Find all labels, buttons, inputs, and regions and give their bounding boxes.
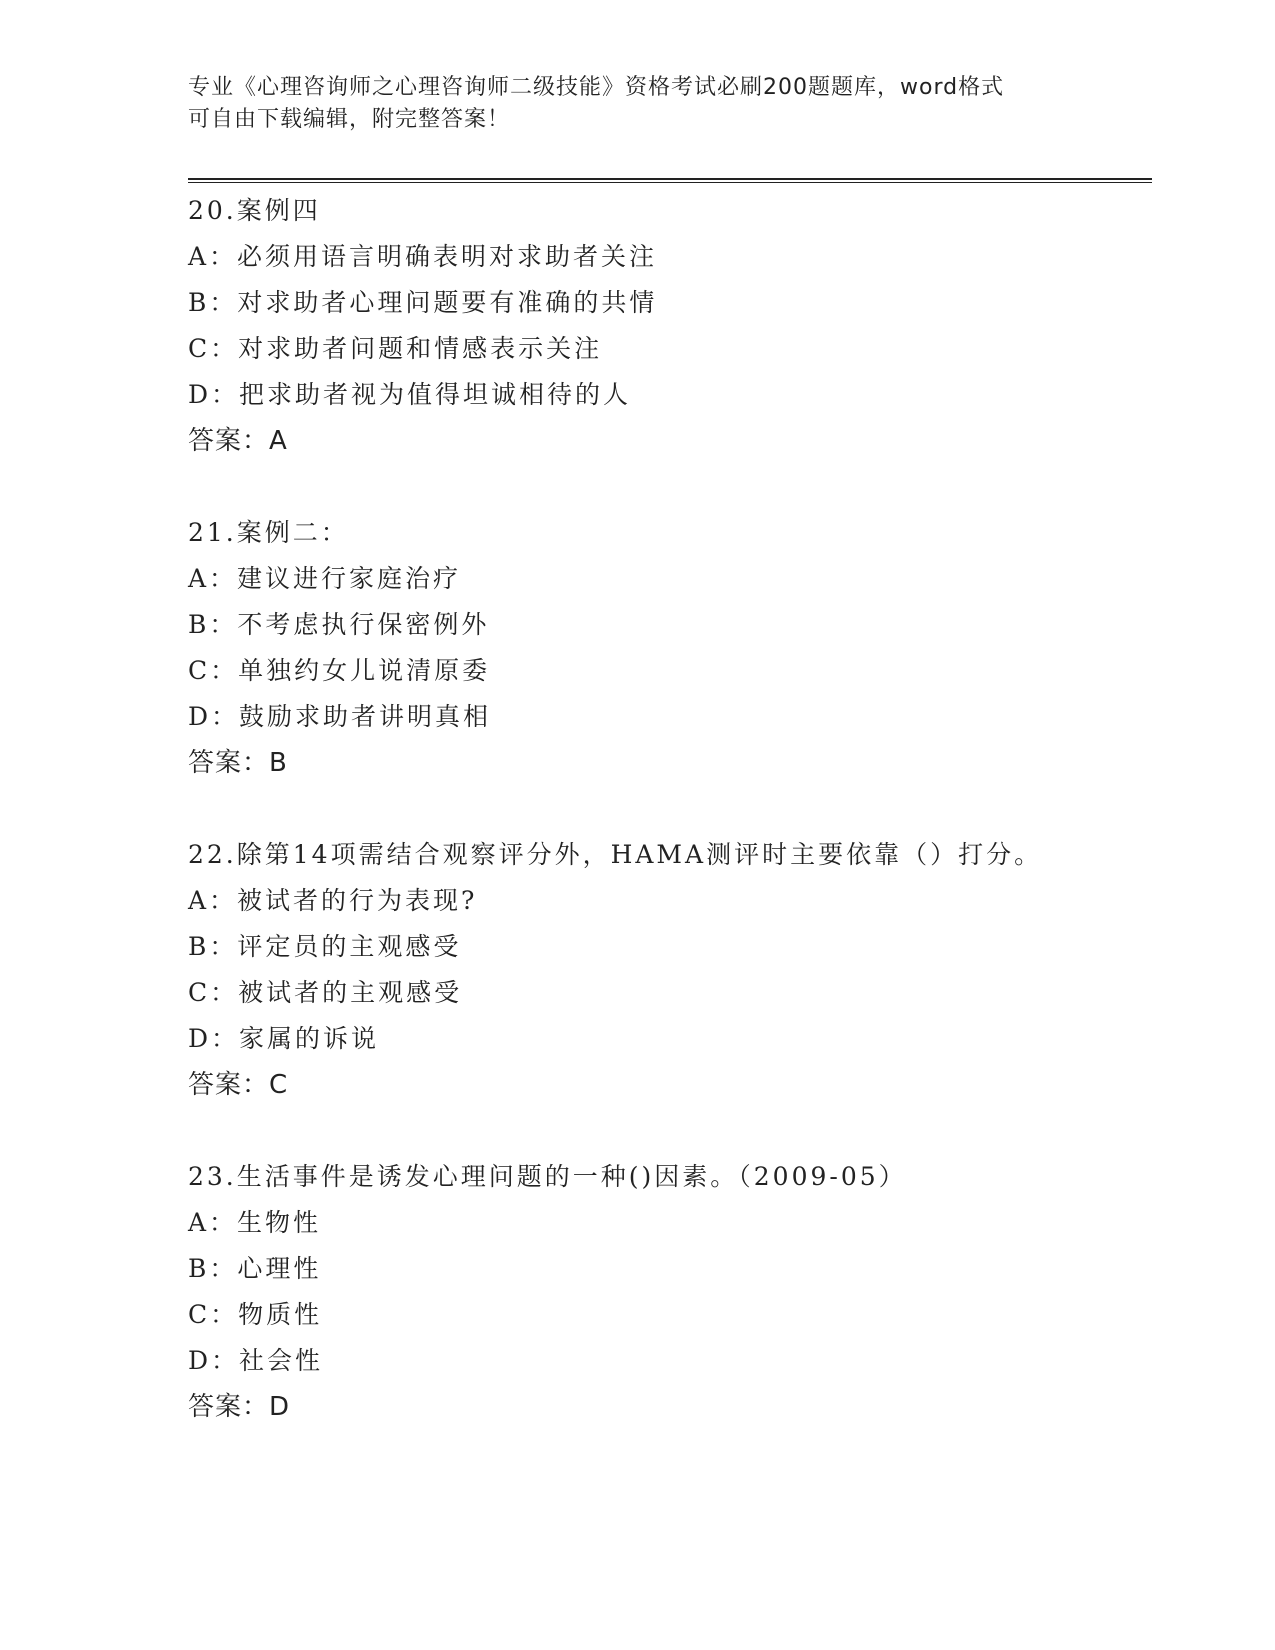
question-23 — [188, 1154, 1148, 1430]
option-b: B：评定员的主观感受 — [188, 932, 462, 961]
answer-label: 答案：A — [188, 426, 288, 456]
option-d: D：家属的诉说 — [188, 1024, 380, 1053]
answer-label: 答案：D — [188, 1392, 291, 1422]
option-d: D：社会性 — [188, 1346, 324, 1375]
question-stem: 20.案例四 — [188, 196, 321, 225]
question-stem: 21.案例二： — [188, 518, 349, 547]
option-c: C：对求助者问题和情感表示关注 — [188, 334, 603, 363]
question-22 — [188, 832, 1148, 1108]
option-c: C：单独约女儿说清原委 — [188, 656, 491, 685]
header-line-2: 可自由下载编辑，附完整答案！ — [188, 107, 511, 132]
option-a: A：必须用语言明确表明对求助者关注 — [188, 242, 658, 271]
question-list — [188, 188, 1148, 1476]
option-b: B：不考虑执行保密例外 — [188, 610, 490, 639]
answer-label: 答案：C — [188, 1070, 289, 1100]
header-divider — [188, 178, 1152, 183]
question-stem: 23.生活事件是诱发心理问题的一种()因素。（2009-05） — [188, 1162, 907, 1191]
option-a: A：建议进行家庭治疗 — [188, 564, 462, 593]
question-stem: 22.除第14项需结合观察评分外，HAMA测评时主要依靠（）打分。 — [188, 840, 1043, 869]
header-line-1: 专业《心理咨询师之心理咨询师二级技能》资格考试必刷200题题库，word格式 — [188, 75, 1005, 100]
question-20 — [188, 188, 1148, 464]
question-21 — [188, 510, 1148, 786]
option-b: B：对求助者心理问题要有准确的共情 — [188, 288, 658, 317]
option-d: D：鼓励求助者讲明真相 — [188, 702, 492, 731]
option-d: D：把求助者视为值得坦诚相待的人 — [188, 380, 632, 409]
option-b: B：心理性 — [188, 1254, 322, 1283]
option-c: C：物质性 — [188, 1300, 323, 1329]
option-c: C：被试者的主观感受 — [188, 978, 463, 1007]
option-a: A：生物性 — [188, 1208, 322, 1237]
document-header — [188, 72, 1088, 136]
answer-label: 答案：B — [188, 748, 288, 778]
option-a: A：被试者的行为表现? — [188, 886, 478, 915]
